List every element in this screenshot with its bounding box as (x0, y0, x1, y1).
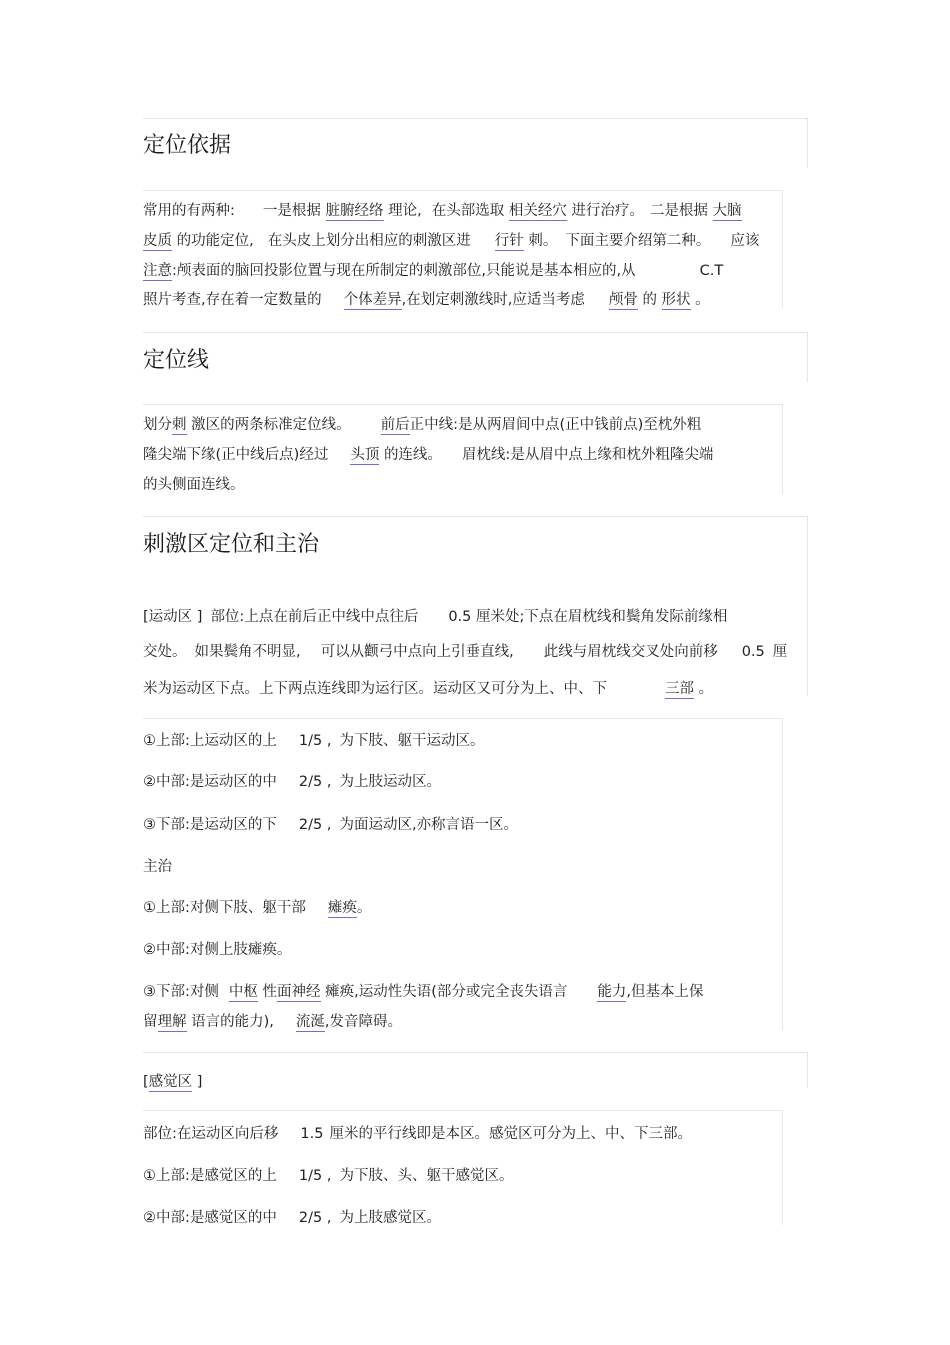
para1-line4: 照片考查,存在着一定数量的 个体差异,在划定刺激线时,应适当考虑 颅骨 的 形状 。 (143, 292, 710, 308)
para3-line1: [运动区 ] 部位:上点在前后正中线中点往后 0.5 厘米处;下点在眉枕线和鬓角发际前缘相 (143, 609, 728, 625)
term-individual-difference: 个体差异 (343, 292, 402, 308)
term-brain: 大脑 (712, 203, 742, 219)
motor-middle: ②中部:是运动区的中 2/5 , 为上肢运动区。 (143, 774, 441, 790)
sensory-location: 部位:在运动区向后移 1.5 厘米的平行线即是本区。感觉区可分为上、中、下三部。 (143, 1126, 692, 1142)
para3-line2: 交处。 如果鬓角不明显, 可以从颧弓中点向上引垂直线, 此线与眉枕线交叉处向前移 0.5 厘 (143, 644, 788, 660)
sensory-middle: ②中部:是感觉区的中 2/5 , 为上肢感觉区。 (143, 1210, 441, 1226)
motor-lower: ③下部:是运动区的下 2/5 , 为面运动区,亦称言语一区。 (143, 817, 519, 833)
term-zangfu-jingluo: 脏腑经络 (325, 203, 384, 219)
para1-line2: 皮质 的功能定位, 在头皮上划分出相应的刺激区进 行针 刺。 下面主要介绍第二种。 应该 (143, 233, 760, 249)
term-note: 注意 (143, 263, 172, 279)
indication-lower-2: 留理解 语言的能力), 流涎,发音障碍。 (143, 1014, 402, 1030)
term-drooling: 流涎 (295, 1014, 325, 1030)
term-three-parts: 三部 (665, 681, 694, 697)
term-front-back: 前后 (380, 417, 410, 433)
indication-lower-1: ③下部:对侧 中枢 性面神经 瘫痪,运动性失语(部分或完全丧失语言 能力,但基本上保 (143, 984, 704, 1000)
sensory-area-label: [感觉区 ] (143, 1074, 203, 1090)
indication-middle: ②中部:对侧上肢瘫痪。 (143, 942, 292, 958)
indications-label: 主治 (143, 859, 172, 875)
term-ability: 能力 (597, 984, 627, 1000)
heading-stimulation-areas: 刺激区定位和主治 (143, 532, 320, 557)
term-cortex: 皮质 (143, 233, 172, 249)
para2-line1: 划分刺 激区的两条标准定位线。 前后正中线:是从两眉间中点(正中钱前点)至枕外粗 (143, 417, 702, 433)
term-skull: 颅骨 (608, 292, 638, 308)
para2-line2: 隆尖端下缘(正中线后点)经过 头顶 的连线。 眉枕线:是从眉中点上缘和枕外粗隆尖端 (143, 447, 714, 463)
motor-upper: ①上部:上运动区的上 1/5 , 为下肢、躯干运动区。 (143, 733, 485, 749)
term-needle: 行针 (494, 233, 524, 249)
term-shape: 形状 (661, 292, 691, 308)
heading-positioning-lines: 定位线 (143, 348, 210, 373)
term-sensory-area: 感觉区 (148, 1074, 193, 1090)
term-central: 中枢 (228, 984, 258, 1000)
sensory-upper: ①上部:是感觉区的上 1/5 , 为下肢、头、躯干感觉区。 (143, 1168, 514, 1184)
para1-line3: 注意:颅表面的脑回投影位置与现在所制定的刺激部位,只能说是基本相应的,从 C.T (143, 263, 724, 279)
term-related-acupoints: 相关经穴 (508, 203, 567, 219)
heading-positioning-basis: 定位依据 (143, 133, 232, 158)
term-facial-nerve: 面神经 (277, 984, 321, 1000)
term-vertex: 头顶 (350, 447, 380, 463)
para2-line3: 的头侧面连线。 (143, 477, 245, 493)
indication-upper: ①上部:对侧下肢、躯干部 瘫痪。 (143, 900, 372, 916)
sensory-heading-box (143, 1052, 808, 1088)
heading-box-1 (143, 118, 808, 168)
para3-line3: 米为运动区下点。上下两点连线即为运行区。运动区又可分为上、中、下 三部 。 (143, 681, 714, 697)
term-understanding: 理解 (157, 1014, 187, 1030)
term-paralysis: 瘫痪 (327, 900, 357, 916)
para1-line1: 常用的有两种: 一是根据 脏腑经络 理论, 在头部选取 相关经穴 进行治疗。 二是根据 大脑 (143, 203, 742, 219)
term-ci: 刺 (172, 417, 187, 433)
heading-box-2 (143, 332, 808, 382)
